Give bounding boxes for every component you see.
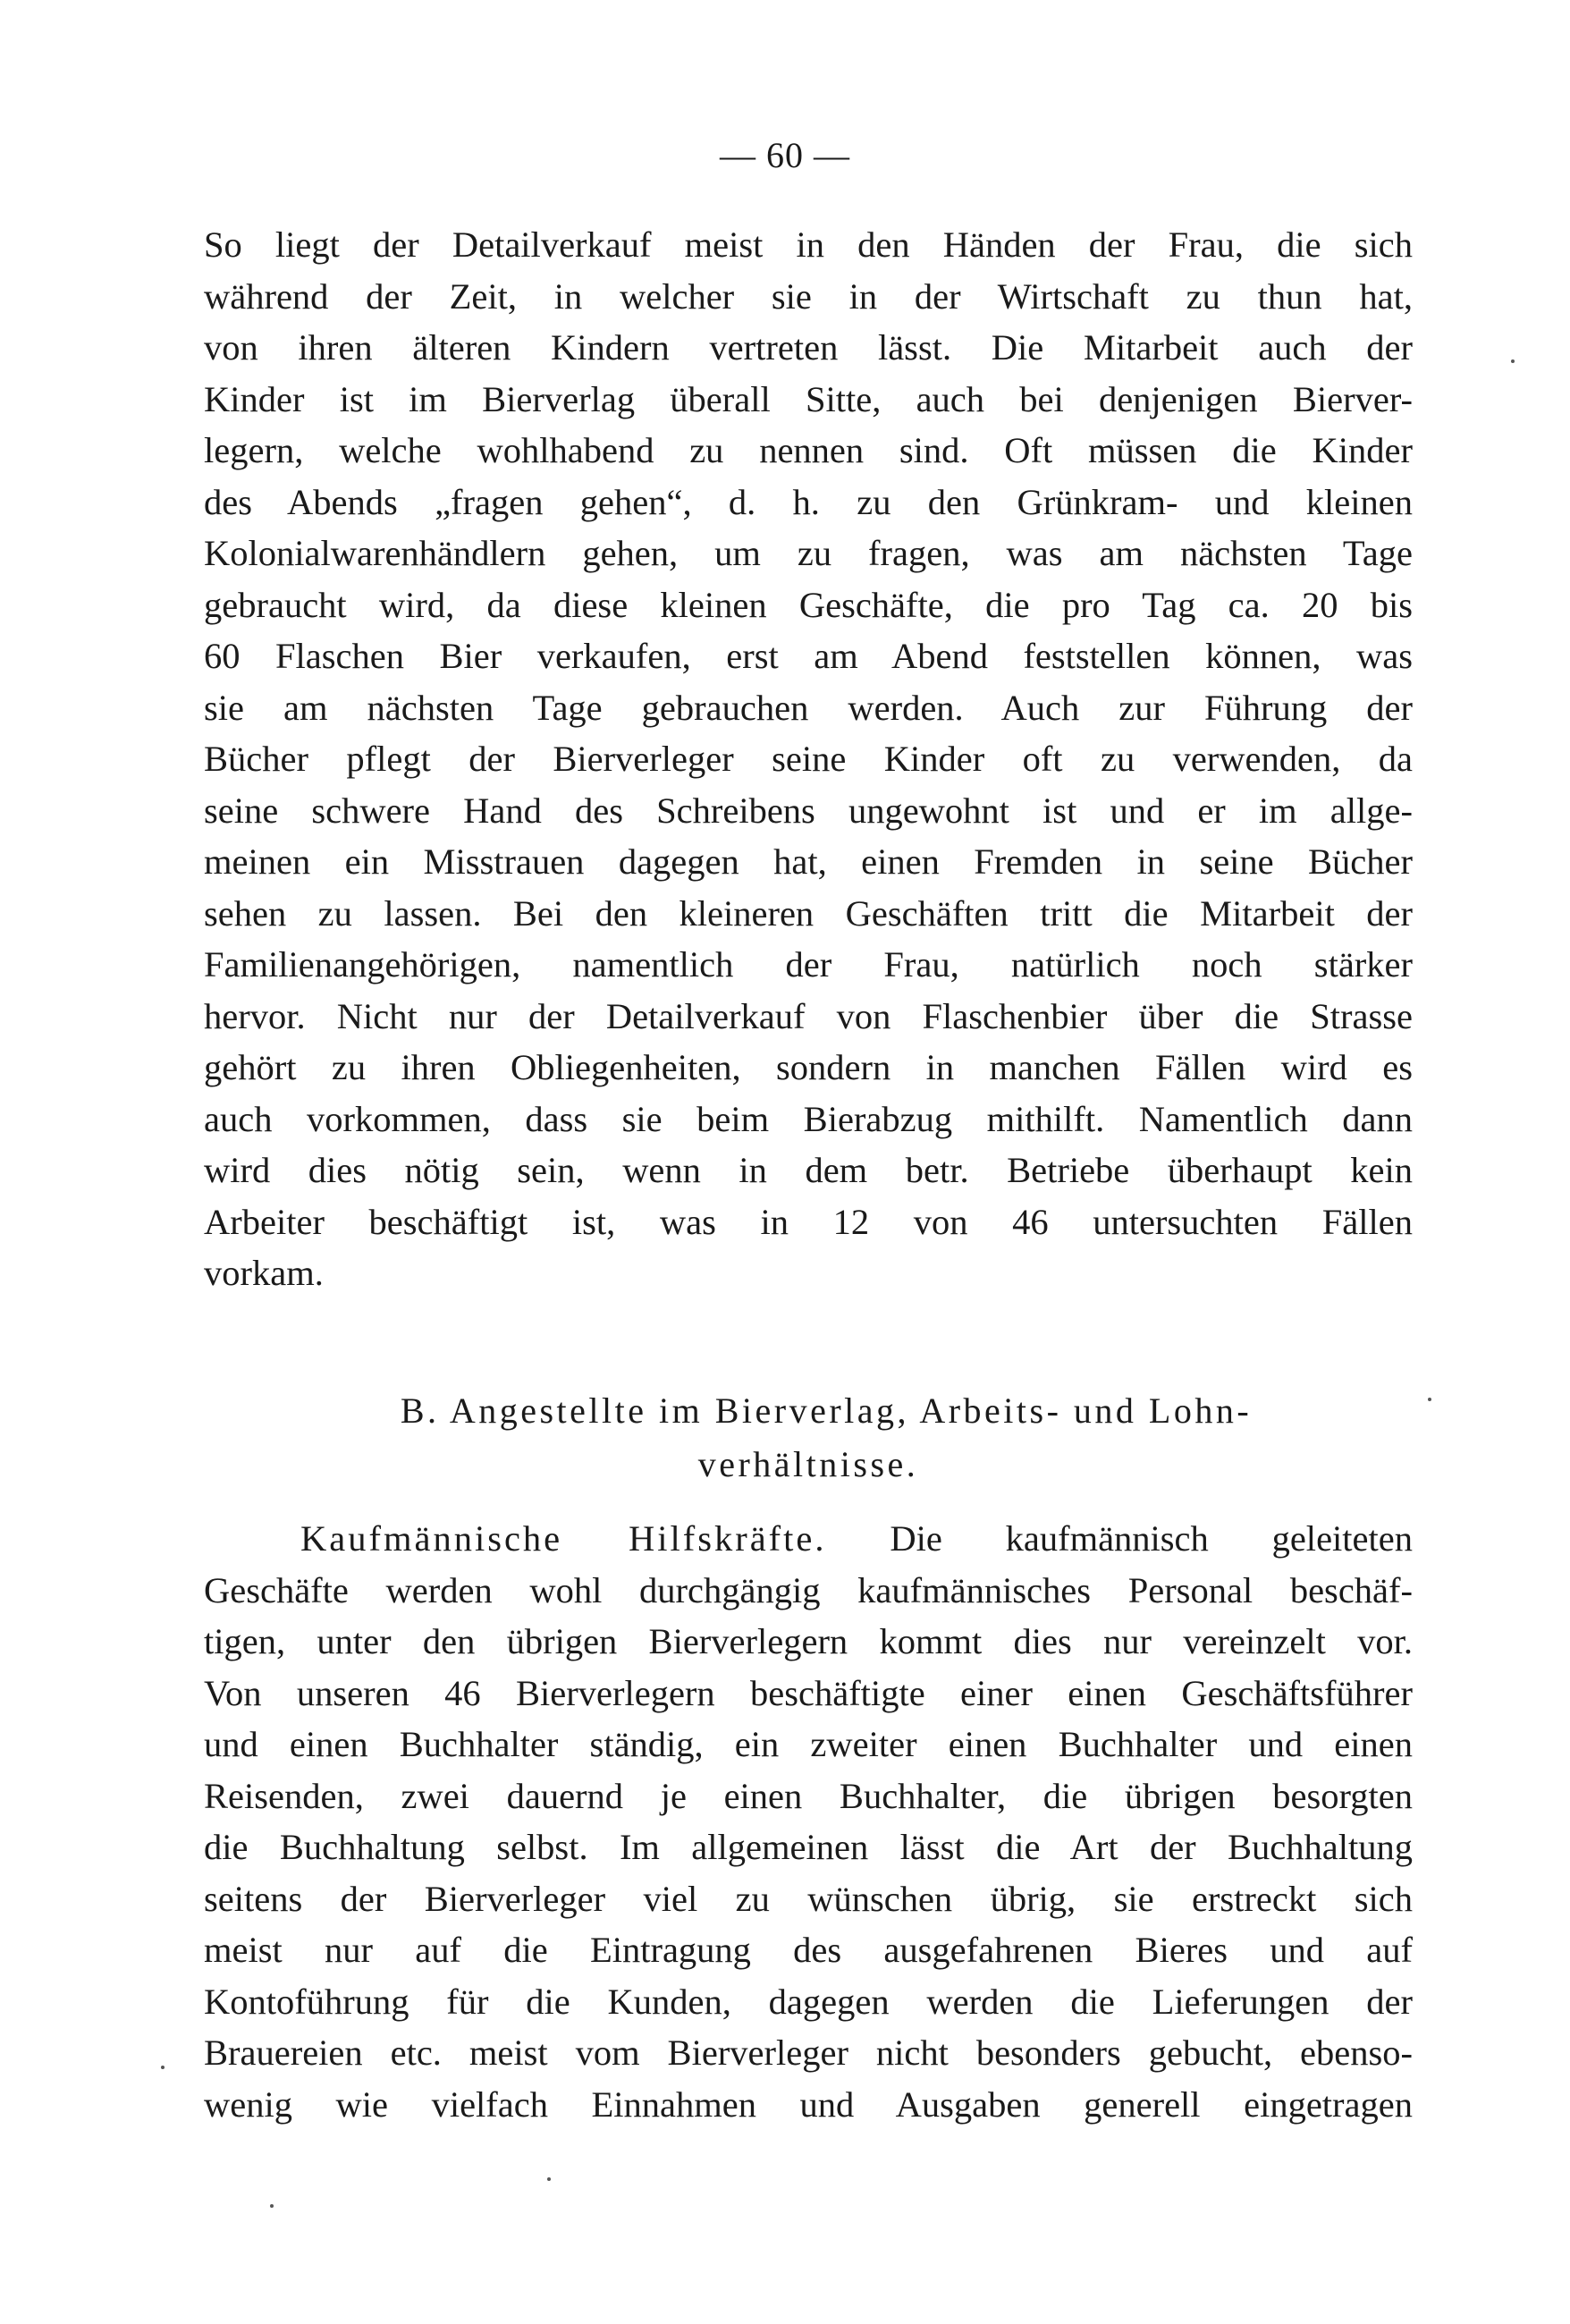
section-heading-line-1: B. Angestellte im Bierverlag, Arbeits- und Lohn-: [400, 1390, 1253, 1431]
text-line: tigen, unter den übrigen Bierverlegern kommt dies nur vereinzelt vor.: [204, 1621, 1413, 1661]
text-line: gebraucht wird, da diese kleinen Geschäfte, die pro Tag ca. 20 bis: [204, 584, 1413, 625]
text-line: und einen Buchhalter ständig, ein zweiter einen Buchhalter und einen: [204, 1724, 1413, 1764]
text-line: Bücher pflegt der Bierverleger seine Kinder oft zu verwenden, da: [204, 739, 1413, 779]
paragraph-2-first-line: [204, 1513, 1413, 1565]
section-heading: [204, 1384, 1413, 1492]
text-line: seitens der Bierverleger viel zu wünschen übrig, sie erstreckt sich: [204, 1878, 1413, 1919]
page-number: — 60 —: [720, 135, 850, 175]
section-heading-line-2: verhältnisse.: [697, 1444, 919, 1484]
text-line: 60 Flaschen Bier verkaufen, erst am Abend feststellen können, was: [204, 636, 1413, 676]
text-line: Arbeiter beschäftigt ist, was in 12 von 46 untersuchten Fällen: [204, 1201, 1413, 1242]
text-line: seine schwere Hand des Schreibens ungewohnt ist und er im allge-: [204, 790, 1413, 831]
text-line: Kontoführung für die Kunden, dagegen werden die Lieferungen der: [204, 1981, 1413, 2022]
text-line: wird dies nötig sein, wenn in dem betr. Betriebe überhaupt kein: [204, 1150, 1413, 1190]
text-line: meist nur auf die Eintragung des ausgefahrenen Bieres und auf: [204, 1930, 1413, 1970]
text-line: vorkam.: [204, 1253, 324, 1293]
text-line: Geschäfte werden wohl durchgängig kaufmännisches Personal beschäf-: [204, 1569, 1413, 1610]
subsection-lead: Kaufmännische Hilfskräfte.: [300, 1518, 827, 1559]
scan-speck: [270, 2204, 274, 2208]
text-line: auch vorkommen, dass sie beim Bierabzug mithilft. Namentlich dann: [204, 1098, 1413, 1139]
text-line: Reisenden, zwei dauernd je einen Buchhalter, die übrigen besorgten: [204, 1775, 1413, 1816]
text-line: sehen zu lassen. Bei den kleineren Geschäften tritt die Mitarbeit der: [204, 892, 1413, 934]
paragraph-2: [204, 1513, 1413, 2130]
text-line: Brauereien etc. meist vom Bierverleger nicht besonders gebucht, ebenso-: [204, 2032, 1413, 2073]
text-line-rest: Die kaufmännisch geleiteten: [890, 1518, 1413, 1559]
text-line: sie am nächsten Tage gebrauchen werden. Auch zur Führung der: [204, 687, 1413, 728]
text-line: meinen ein Misstrauen dagegen hat, einen Fremden in seine Bücher: [204, 841, 1413, 882]
scan-speck: [161, 2066, 165, 2069]
text-line: während der Zeit, in welcher sie in der Wirtschaft zu thun hat,: [204, 275, 1413, 317]
scan-speck: [547, 2177, 551, 2181]
text-line: Kinder ist im Bierverlag überall Sitte, auch bei denjenigen Bierver-: [204, 378, 1413, 419]
paragraph-1: [204, 219, 1413, 1299]
scan-speck: [1511, 359, 1515, 363]
text-line: So liegt der Detailverkauf meist in den Händen der Frau, die sich: [204, 224, 1413, 265]
text-line: hervor. Nicht nur der Detailverkauf von Flaschenbier über die Strasse: [204, 995, 1413, 1036]
text-line: gehört zu ihren Obliegenheiten, sondern in manchen Fällen wird es: [204, 1047, 1413, 1087]
text-line: von ihren älteren Kindern vertreten lässt. Die Mitarbeit auch der: [204, 327, 1413, 368]
text-line: des Abends „fragen gehen“, d. h. zu den Grünkram- und kleinen: [204, 481, 1413, 522]
text-line: Familienangehörigen, namentlich der Frau, natürlich noch stärker: [204, 944, 1413, 985]
text-line: legern, welche wohlhabend zu nennen sind. Oft müssen die Kinder: [204, 430, 1413, 470]
text-line: Kolonialwarenhändlern gehen, um zu fragen, was am nächsten Tage: [204, 533, 1413, 573]
text-line: die Buchhaltung selbst. Im allgemeinen lässt die Art der Buchhaltung: [204, 1827, 1413, 1867]
text-line: wenig wie vielfach Einnahmen und Ausgaben generell eingetragen: [204, 2083, 1413, 2125]
text-line: Von unseren 46 Bierverlegern beschäftigte einer einen Geschäftsführer: [204, 1672, 1413, 1713]
scan-speck: [1428, 1398, 1431, 1401]
